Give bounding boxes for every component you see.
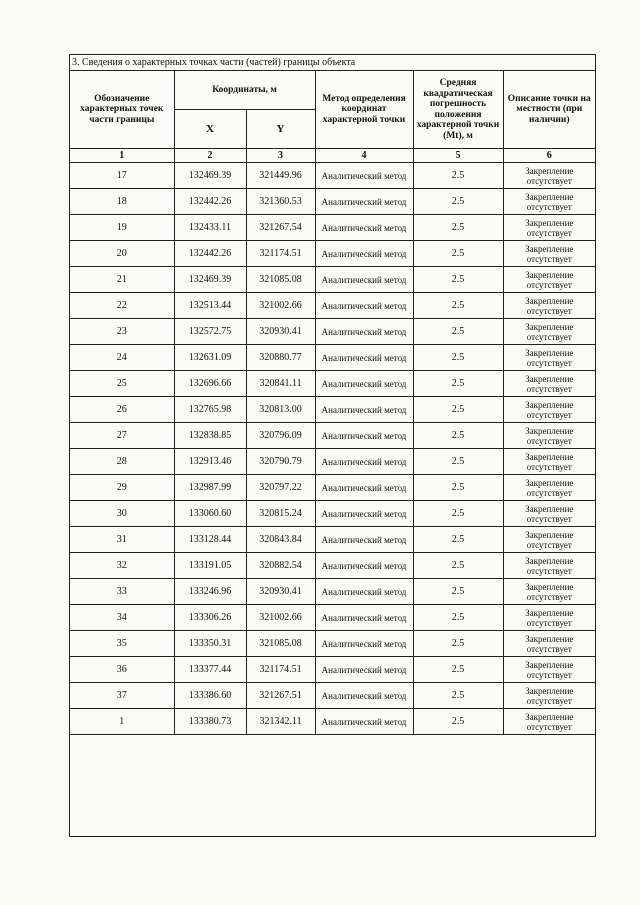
cell-desc: Закрепление отсутствует [503, 293, 595, 319]
cell-point-id: 22 [70, 293, 174, 319]
cell-desc: Закрепление отсутствует [503, 527, 595, 553]
column-number: 1 [70, 149, 174, 163]
cell-method: Аналитический метод [315, 683, 413, 709]
header-description: Описание точки на местности (при наличии) [503, 71, 595, 149]
cell-coord-x: 133246.96 [174, 579, 246, 605]
cell-coord-x: 132631.09 [174, 345, 246, 371]
cell-coord-x: 132513.44 [174, 293, 246, 319]
cell-method: Аналитический метод [315, 527, 413, 553]
cell-error: 2.5 [413, 215, 503, 241]
table-row [70, 293, 595, 319]
table-row [70, 397, 595, 423]
cell-error: 2.5 [413, 345, 503, 371]
cell-coord-x: 133350.31 [174, 631, 246, 657]
column-number: 3 [246, 149, 315, 163]
cell-desc: Закрепление отсутствует [503, 345, 595, 371]
cell-error: 2.5 [413, 397, 503, 423]
cell-error: 2.5 [413, 423, 503, 449]
cell-point-id: 34 [70, 605, 174, 631]
cell-point-id: 23 [70, 319, 174, 345]
cell-coord-x: 132838.85 [174, 423, 246, 449]
cell-method: Аналитический метод [315, 449, 413, 475]
table-row [70, 189, 595, 215]
cell-coord-x: 132572.75 [174, 319, 246, 345]
cell-method: Аналитический метод [315, 553, 413, 579]
cell-coord-x: 132987.99 [174, 475, 246, 501]
cell-desc: Закрепление отсутствует [503, 683, 595, 709]
cell-method: Аналитический метод [315, 293, 413, 319]
cell-error: 2.5 [413, 475, 503, 501]
cell-coord-y: 321360.53 [246, 189, 315, 215]
table-row [70, 319, 595, 345]
cell-point-id: 28 [70, 449, 174, 475]
cell-point-id: 20 [70, 241, 174, 267]
cell-point-id: 19 [70, 215, 174, 241]
cell-desc: Закрепление отсутствует [503, 605, 595, 631]
cell-error: 2.5 [413, 605, 503, 631]
cell-coord-y: 321085.08 [246, 631, 315, 657]
table-row [70, 475, 595, 501]
cell-error: 2.5 [413, 293, 503, 319]
cell-coord-y: 320790.79 [246, 449, 315, 475]
section-title: 3. Сведения о характерных точках части (частей) границы объекта [70, 55, 595, 71]
cell-method: Аналитический метод [315, 163, 413, 189]
cell-point-id: 32 [70, 553, 174, 579]
cell-coord-y: 320796.09 [246, 423, 315, 449]
cell-point-id: 24 [70, 345, 174, 371]
cell-error: 2.5 [413, 267, 503, 293]
table-row [70, 631, 595, 657]
header-x: X [174, 110, 246, 149]
cell-desc: Закрепление отсутствует [503, 319, 595, 345]
cell-error: 2.5 [413, 371, 503, 397]
cell-point-id: 31 [70, 527, 174, 553]
table-row [70, 267, 595, 293]
cell-desc: Закрепление отсутствует [503, 631, 595, 657]
cell-coord-x: 133128.44 [174, 527, 246, 553]
cell-method: Аналитический метод [315, 189, 413, 215]
cell-desc: Закрепление отсутствует [503, 553, 595, 579]
cell-desc: Закрепление отсутствует [503, 657, 595, 683]
cell-coord-x: 133306.26 [174, 605, 246, 631]
header-designation: Обозначение характерных точек части границы [70, 71, 174, 149]
table-row [70, 371, 595, 397]
cell-error: 2.5 [413, 319, 503, 345]
cell-coord-y: 321174.51 [246, 241, 315, 267]
cell-error: 2.5 [413, 189, 503, 215]
cell-method: Аналитический метод [315, 657, 413, 683]
cell-error: 2.5 [413, 657, 503, 683]
cell-error: 2.5 [413, 631, 503, 657]
header-error: Средняя квадратическая погрешность положения характерной точки (Mt), м [413, 71, 503, 149]
cell-method: Аналитический метод [315, 397, 413, 423]
cell-desc: Закрепление отсутствует [503, 579, 595, 605]
table-row [70, 657, 595, 683]
boundary-points-table [70, 71, 595, 735]
cell-error: 2.5 [413, 683, 503, 709]
cell-error: 2.5 [413, 449, 503, 475]
cell-coord-y: 321085.08 [246, 267, 315, 293]
cell-coord-x: 133191.05 [174, 553, 246, 579]
cell-method: Аналитический метод [315, 371, 413, 397]
cell-coord-y: 320843.84 [246, 527, 315, 553]
cell-error: 2.5 [413, 553, 503, 579]
cell-point-id: 35 [70, 631, 174, 657]
cell-point-id: 21 [70, 267, 174, 293]
table-row [70, 345, 595, 371]
table-row [70, 527, 595, 553]
cell-point-id: 36 [70, 657, 174, 683]
cell-desc: Закрепление отсутствует [503, 397, 595, 423]
cell-coord-y: 321002.66 [246, 293, 315, 319]
cell-error: 2.5 [413, 579, 503, 605]
cell-desc: Закрепление отсутствует [503, 475, 595, 501]
cell-point-id: 29 [70, 475, 174, 501]
cell-desc: Закрепление отсутствует [503, 501, 595, 527]
column-number: 2 [174, 149, 246, 163]
table-row [70, 553, 595, 579]
cell-point-id: 1 [70, 709, 174, 735]
cell-error: 2.5 [413, 709, 503, 735]
cell-coord-y: 320797.22 [246, 475, 315, 501]
cell-point-id: 18 [70, 189, 174, 215]
cell-method: Аналитический метод [315, 319, 413, 345]
cell-method: Аналитический метод [315, 631, 413, 657]
cell-desc: Закрепление отсутствует [503, 189, 595, 215]
cell-desc: Закрепление отсутствует [503, 449, 595, 475]
cell-coord-y: 321449.96 [246, 163, 315, 189]
cell-error: 2.5 [413, 501, 503, 527]
cell-method: Аналитический метод [315, 215, 413, 241]
cell-point-id: 33 [70, 579, 174, 605]
cell-coord-x: 133386.60 [174, 683, 246, 709]
cell-coord-x: 132469.39 [174, 267, 246, 293]
cell-method: Аналитический метод [315, 423, 413, 449]
cell-desc: Закрепление отсутствует [503, 215, 595, 241]
cell-point-id: 17 [70, 163, 174, 189]
cell-coord-y: 321267.51 [246, 683, 315, 709]
cell-method: Аналитический метод [315, 605, 413, 631]
cell-coord-x: 133377.44 [174, 657, 246, 683]
column-number: 6 [503, 149, 595, 163]
cell-method: Аналитический метод [315, 475, 413, 501]
cell-desc: Закрепление отсутствует [503, 241, 595, 267]
table-row [70, 709, 595, 735]
cell-desc: Закрепление отсутствует [503, 709, 595, 735]
cell-point-id: 27 [70, 423, 174, 449]
cell-method: Аналитический метод [315, 345, 413, 371]
cell-coord-x: 132442.26 [174, 241, 246, 267]
table-row [70, 579, 595, 605]
cell-coord-y: 320930.41 [246, 579, 315, 605]
cell-point-id: 25 [70, 371, 174, 397]
cell-desc: Закрепление отсутствует [503, 423, 595, 449]
cell-method: Аналитический метод [315, 267, 413, 293]
cell-coord-y: 320841.11 [246, 371, 315, 397]
table-row [70, 215, 595, 241]
cell-method: Аналитический метод [315, 709, 413, 735]
header-coordinates: Координаты, м [174, 71, 315, 110]
cell-desc: Закрепление отсутствует [503, 163, 595, 189]
table-row [70, 501, 595, 527]
cell-desc: Закрепление отсутствует [503, 267, 595, 293]
cell-coord-y: 321267.54 [246, 215, 315, 241]
column-number: 4 [315, 149, 413, 163]
cell-error: 2.5 [413, 241, 503, 267]
cell-error: 2.5 [413, 163, 503, 189]
cell-coord-y: 320882.54 [246, 553, 315, 579]
cell-coord-y: 321342.11 [246, 709, 315, 735]
cell-coord-y: 320815.24 [246, 501, 315, 527]
cell-coord-y: 320930.41 [246, 319, 315, 345]
cell-error: 2.5 [413, 527, 503, 553]
cell-method: Аналитический метод [315, 241, 413, 267]
table-row [70, 423, 595, 449]
table-row [70, 605, 595, 631]
cell-coord-x: 132469.39 [174, 163, 246, 189]
cell-method: Аналитический метод [315, 501, 413, 527]
cell-coord-x: 132696.66 [174, 371, 246, 397]
cell-coord-y: 321174.51 [246, 657, 315, 683]
header-y: Y [246, 110, 315, 149]
cell-point-id: 26 [70, 397, 174, 423]
cell-coord-y: 320813.00 [246, 397, 315, 423]
table-row [70, 241, 595, 267]
cell-coord-y: 320880.77 [246, 345, 315, 371]
cell-point-id: 37 [70, 683, 174, 709]
column-number: 5 [413, 149, 503, 163]
cell-coord-x: 133380.73 [174, 709, 246, 735]
table-body [70, 163, 595, 735]
document-frame [69, 54, 596, 837]
cell-desc: Закрепление отсутствует [503, 371, 595, 397]
cell-coord-x: 132913.46 [174, 449, 246, 475]
cell-coord-x: 132442.26 [174, 189, 246, 215]
header-method: Метод определения координат характерной точки [315, 71, 413, 149]
cell-coord-y: 321002.66 [246, 605, 315, 631]
table-row [70, 163, 595, 189]
cell-point-id: 30 [70, 501, 174, 527]
cell-method: Аналитический метод [315, 579, 413, 605]
table-row [70, 683, 595, 709]
cell-coord-x: 132765.98 [174, 397, 246, 423]
cell-coord-x: 132433.11 [174, 215, 246, 241]
table-row [70, 449, 595, 475]
cell-coord-x: 133060.60 [174, 501, 246, 527]
